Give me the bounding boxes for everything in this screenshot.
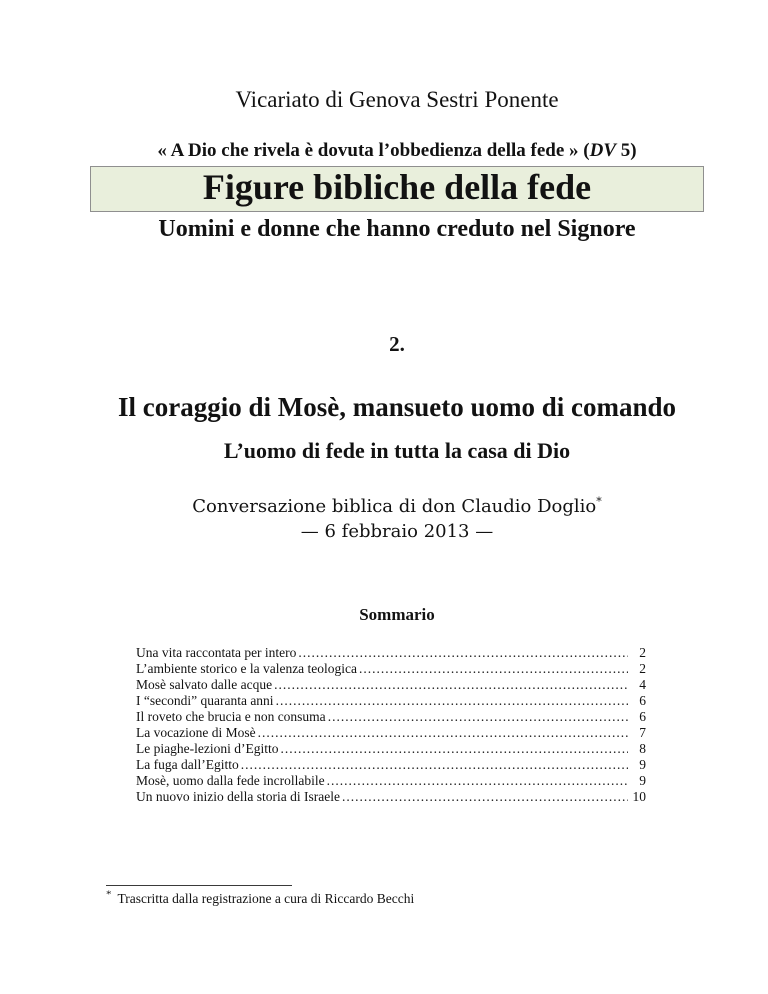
toc-entry-page-number: 6 — [639, 709, 646, 725]
toc-entry-title: Una vita raccontata per intero — [136, 645, 297, 661]
toc-dot-leader — [328, 709, 628, 725]
toc-dot-leader — [274, 677, 628, 693]
date-line: — 6 febbraio 2013 — — [300, 520, 494, 542]
toc-entry — [136, 709, 646, 725]
epigraph-quote — [90, 140, 704, 163]
toc-entry-title: Mosè salvato dalle acque — [136, 677, 273, 693]
toc-entry — [136, 661, 646, 677]
byline-text: Conversazione biblica di don Claudio Doglio — [192, 496, 597, 518]
organization-line: Vicariato di Genova Sestri Ponente — [235, 87, 559, 112]
series-title-box — [90, 166, 704, 212]
toc-entry — [136, 757, 646, 773]
toc-entry-title: I “secondi” quaranta anni — [136, 693, 274, 709]
toc-entry — [136, 773, 646, 789]
toc-dot-leader — [280, 741, 628, 757]
lecture-title: Il coraggio di Mosè, mansueto uomo di comando — [117, 392, 676, 423]
toc-entry — [136, 741, 646, 757]
toc-dot-leader — [276, 693, 628, 709]
toc-dot-leader — [342, 789, 628, 805]
toc-entry — [136, 645, 646, 661]
toc-entry-title: Il roveto che brucia e non consuma — [136, 709, 326, 725]
toc-entry-title: Le piaghe-lezioni d’Egitto — [136, 741, 279, 757]
toc-entry-page-number: 9 — [639, 773, 646, 789]
footnote — [106, 888, 704, 907]
toc-entry-title: La vocazione di Mosè — [136, 725, 256, 741]
footnote-text: Trascritta dalla registrazione a cura di Riccardo Becchi — [117, 891, 415, 907]
toc-heading: Sommario — [359, 605, 435, 625]
epigraph-text-after: 5) — [616, 139, 637, 161]
toc-entry — [136, 693, 646, 709]
toc-entry — [136, 725, 646, 741]
toc-entry — [136, 677, 646, 693]
toc-entry — [136, 789, 646, 805]
footnote-marker: * — [106, 888, 112, 901]
toc-entry-title: L’ambiente storico e la valenza teologica — [136, 661, 358, 677]
toc-entry-page-number: 4 — [639, 677, 646, 693]
toc-dot-leader — [241, 757, 628, 773]
toc-entry-title: La fuga dall’Egitto — [136, 757, 239, 773]
epigraph-dv-abbreviation: DV — [589, 139, 617, 161]
toc-entry-page-number: 7 — [639, 725, 646, 741]
toc-entry-page-number: 2 — [639, 661, 646, 677]
toc-entry-page-number: 6 — [639, 693, 646, 709]
toc-entry-title: Mosè, uomo dalla fede incrollabile — [136, 773, 325, 789]
toc-dot-leader — [258, 725, 628, 741]
lecture-number: 2. — [389, 332, 405, 357]
table-of-contents — [90, 645, 704, 805]
toc-entry-title: Un nuovo inizio della storia di Israele — [136, 789, 340, 805]
epigraph-text-before: « A Dio che rivela è dovuta l’obbedienza della fede » ( — [157, 139, 590, 161]
toc-entry-page-number: 10 — [632, 789, 646, 805]
toc-dot-leader — [298, 645, 628, 661]
lecture-subtitle: L’uomo di fede in tutta la casa di Dio — [223, 437, 571, 463]
toc-entry-page-number: 2 — [639, 645, 646, 661]
byline-footnote-marker: * — [596, 495, 602, 509]
toc-entry-page-number: 9 — [639, 757, 646, 773]
toc-entry-page-number: 8 — [639, 741, 646, 757]
series-title: Figure bibliche della fede — [202, 167, 592, 208]
footnote-separator-rule — [106, 885, 292, 886]
byline — [90, 496, 704, 519]
toc-dot-leader — [359, 661, 628, 677]
toc-dot-leader — [327, 773, 628, 789]
series-subtitle: Uomini e donne che hanno creduto nel Signore — [158, 216, 636, 243]
